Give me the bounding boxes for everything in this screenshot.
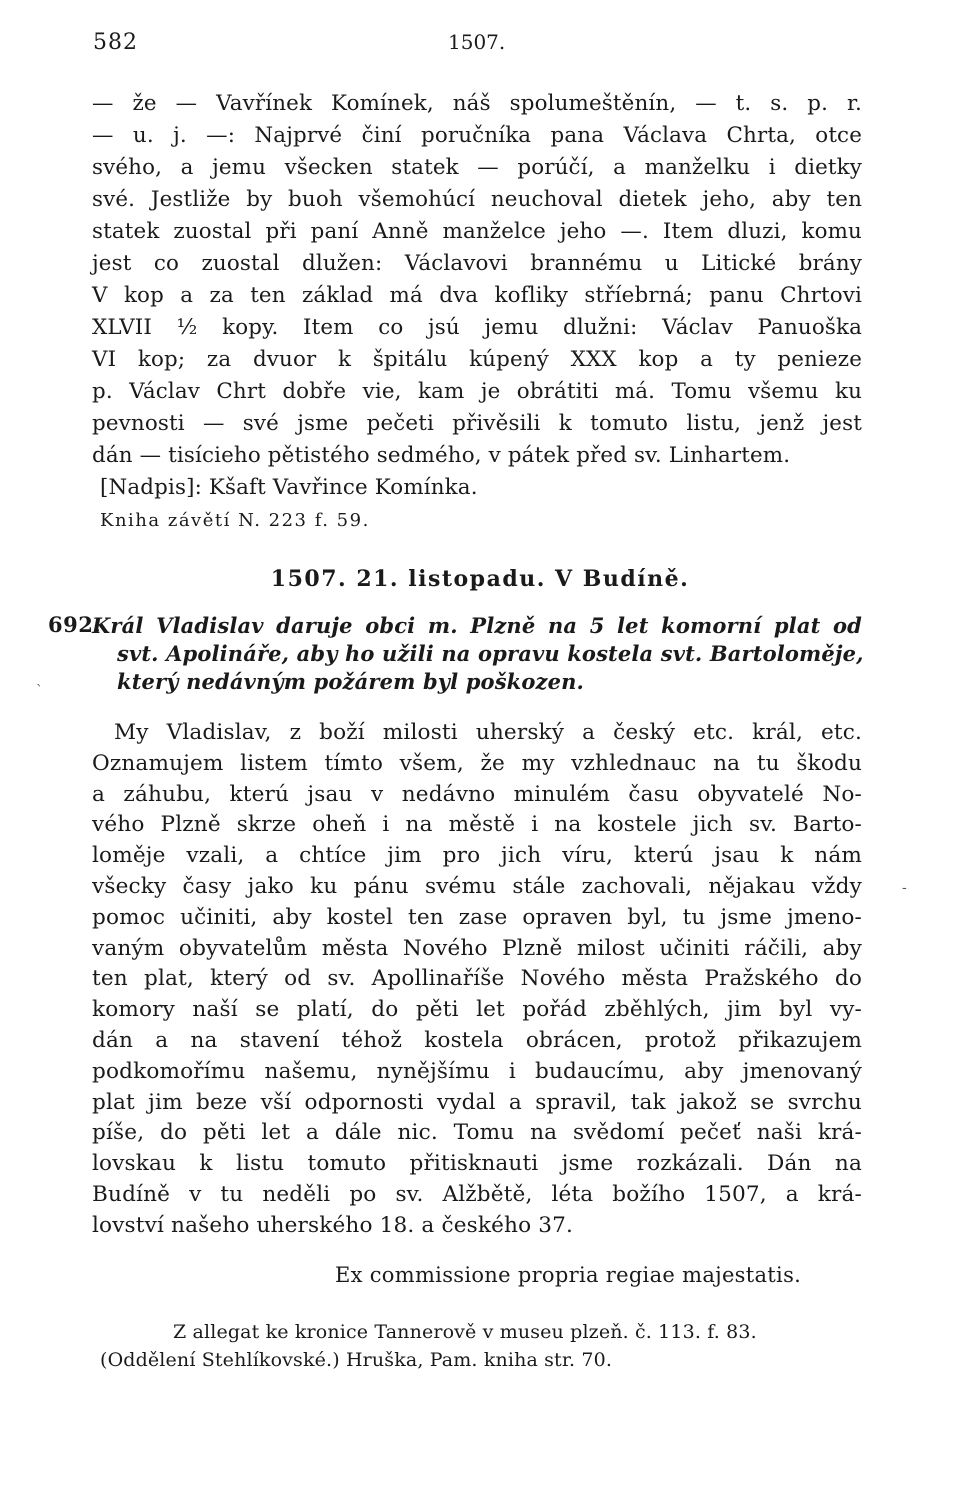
entry-number: 692.: [48, 612, 102, 637]
text-line: My Vladislav, z boží milosti uherský a český etc. král, etc.: [114, 720, 862, 745]
archival-source: Kniha závětí N. 223 f. 59.: [100, 510, 370, 531]
text-line: ten plat, který od sv. Apollinaříše Nového města Pražského do: [92, 966, 862, 992]
text-line: Oznamujem listem tímto všem, že my vzhlednauc na tu škodu: [92, 750, 862, 776]
text-line: vaným obyvatelům města Nového Plzně milost učiniti ráčili, aby: [92, 935, 862, 961]
text-line: dán a na stavení téhož kostela obrácen, protož přikazujem: [92, 1027, 862, 1053]
text-line: vého Plzně skrze oheň i na městě i na kostele jich sv. Barto-: [92, 812, 862, 838]
text-line: všecky časy jako ku pánu svému stále zachovali, nějakau vždy: [92, 873, 862, 899]
text-line: dán — tisícieho pětistého sedmého, v pátek před sv. Linhartem.: [92, 443, 791, 468]
text-line: a záhubu, kterú jsau v nedávno minulém času obyvatelé No-: [92, 781, 862, 807]
entry-691-continuation: [92, 88, 862, 504]
text-line: podkomořímu našemu, nynějšímu i budaucímu, aby jmenovaný: [92, 1058, 862, 1084]
regest-line: který nedávným požárem byl poškozen.: [117, 669, 584, 694]
text-line: pomoc učiniti, aby kostel ten zase opraven byl, tu jsme jmeno-: [92, 904, 862, 930]
text-line: lovskau k listu tomuto přitisknauti jsme rozkázali. Dán na: [92, 1151, 862, 1177]
text-line: lovství našeho uherského 18. a českého 37.: [92, 1212, 574, 1238]
chancery-note: Ex commissione propria regiae majestatis.: [335, 1263, 802, 1287]
page-header: [93, 30, 873, 66]
text-line: jest co zuostal dlužen: Václavovi brannému u Litické brány: [92, 251, 862, 276]
text-line: p. Václav Chrt dobře vie, kam je obrátiti má. Tomu všemu ku: [92, 379, 862, 404]
text-line: statek zuostal při paní Anně manželce jeho —. Item dluzi, komu: [92, 219, 862, 244]
page-number: 582: [93, 30, 138, 55]
stray-mark: -: [902, 880, 907, 896]
stray-mark: ˋ: [36, 683, 43, 699]
text-line: píše, do pěti let a dále nic. Tomu na svědomí pečeť naši krá-: [92, 1120, 862, 1146]
document-title-note: [Nadpis]: Kšaft Vavřince Komínka.: [100, 475, 478, 500]
text-line: V kop a za ten základ má dva kofliky stříebrná; panu Chrtovi: [92, 283, 862, 308]
text-line: VI kop; za dvuor k špitálu kúpený XXX kop a ty penieze: [92, 347, 862, 372]
entry-regest: [92, 612, 862, 696]
text-line: svého, a jemu všecken statek — porúčí, a manželku i dietky: [92, 155, 862, 180]
text-line: komory naší se platí, do pěti let pořád zběhlých, jim byl vy-: [92, 997, 862, 1023]
text-line: Budíně v tu neděli po sv. Alžbětě, léta božího 1507, a krá-: [92, 1181, 862, 1207]
text-line: pevnosti — své jsme pečeti přivěsili k tomuto listu, jenž jest: [92, 411, 862, 436]
text-line: — u. j. —: Najprvé činí poručníka pana Václava Chrta, otce: [92, 123, 862, 148]
source-footnote: [100, 1318, 860, 1374]
regest-line: Král Vladislav daruje obci m. Plzně na 5 let komorní plat od: [92, 613, 862, 638]
text-line: XLVII ½ kopy. Item co jsú jemu dlužni: Václav Panuoška: [92, 315, 862, 340]
entry-date-heading: 1507. 21. listopadu. V Budíně.: [270, 566, 690, 592]
text-line: plat jim beze vší odpornosti vydal a spravil, tak jakož se svrchu: [92, 1089, 862, 1115]
footnote-line: Z allegat ke kronice Tannerově v museu plzeň. č. 113. f. 83.: [173, 1321, 757, 1343]
text-line: — že — Vavřínek Komínek, náš spolumeštěnín, — t. s. p. r.: [92, 91, 862, 116]
regest-line: svt. Apolináře, aby ho užili na opravu kostela svt. Bartoloměje,: [117, 641, 864, 666]
text-line: své. Jestliže by buoh všemohúcí neuchoval dietek jeho, aby ten: [92, 187, 862, 212]
entry-692-text: [92, 718, 862, 1242]
footnote-line: (Oddělení Stehlíkovské.) Hruška, Pam. kniha str. 70.: [100, 1349, 613, 1371]
text-line: loměje vzali, a chtíce jim pro jich víru, kterú jsau k nám: [92, 843, 862, 869]
running-head-year: 1507.: [448, 30, 506, 54]
